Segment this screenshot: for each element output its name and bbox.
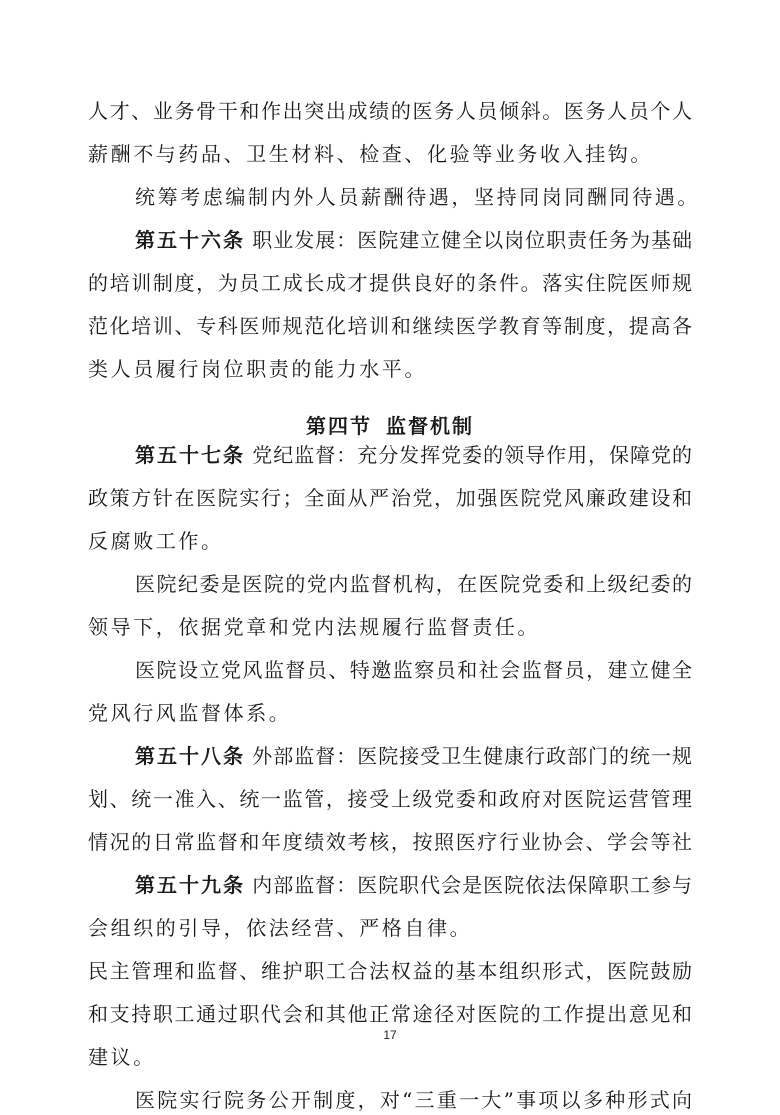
section-title: 监督机制	[386, 414, 474, 438]
body-line: 范化培训、专科医师规范化培训和继续医学教育等制度，提高各	[88, 314, 692, 338]
body-line: 划、统一准入、统一监管，接受上级党委和政府对医院运营管理	[88, 787, 692, 811]
body-line: 民主管理和监督、维护职工合法权益的基本组织形式，医院鼓励	[88, 959, 692, 983]
section-heading	[0, 411, 780, 441]
body-line: 医院实行院务公开制度，对“三重一大”事项以多种形式向	[135, 1088, 692, 1112]
body-text: 职业发展：医院建立健全以岗位职责任务为基础	[244, 228, 693, 252]
body-line: 薪酬不与药品、卫生材料、检查、化验等业务收入挂钩。	[88, 142, 653, 166]
body-line: 的培训制度，为员工成长成才提供良好的条件。落实住院医师规	[88, 271, 692, 295]
body-line: 和支持职工通过职代会和其他正常途径对医院的工作提出意见和	[88, 1002, 692, 1026]
body-line: 情况的日常监督和年度绩效考核，按照医疗行业协会、学会等社	[88, 830, 692, 854]
body-line: 人才、业务骨干和作出突出成绩的医务人员倾斜。医务人员个人	[88, 99, 692, 123]
article-58-line	[135, 741, 692, 771]
section-number: 第四节	[306, 414, 372, 438]
body-text: 外部监督：医院接受卫生健康行政部门的统一规	[244, 744, 693, 768]
article-number: 第五十六条	[135, 228, 245, 252]
body-line: 政策方针在医院实行；全面从严治党，加强医院党风廉政建设和	[88, 486, 692, 510]
body-line: 反腐败工作。	[88, 529, 224, 553]
body-line: 统筹考虑编制内外人员薪酬待遇，坚持同岗同酬同待遇。	[135, 185, 700, 209]
body-line: 类人员履行岗位职责的能力水平。	[88, 357, 427, 381]
body-line: 医院纪委是医院的党内监督机构，在医院党委和上级纪委的	[135, 572, 692, 596]
body-line: 会组织的引导，依法经营、严格自律。	[88, 916, 473, 940]
page-number: 17	[383, 1028, 397, 1042]
body-line: 医院设立党风监督员、特邀监察员和社会监督员，建立健全	[135, 658, 692, 682]
body-text: 党纪监督：充分发挥党委的领导作用，保障党的	[244, 443, 693, 467]
article-56-line	[135, 225, 692, 255]
article-57-line	[135, 440, 692, 470]
article-number: 第五十八条	[135, 744, 245, 768]
article-number: 第五十九条	[135, 873, 245, 897]
body-line: 建议。	[88, 1045, 156, 1069]
body-line: 领导下，依据党章和党内法规履行监督责任。	[88, 615, 540, 639]
body-line: 党风行风监督体系。	[88, 701, 292, 725]
article-number: 第五十七条	[135, 443, 245, 467]
body-text: 内部监督：医院职代会是医院依法保障职工参与	[244, 873, 693, 897]
article-59-line	[135, 870, 692, 900]
